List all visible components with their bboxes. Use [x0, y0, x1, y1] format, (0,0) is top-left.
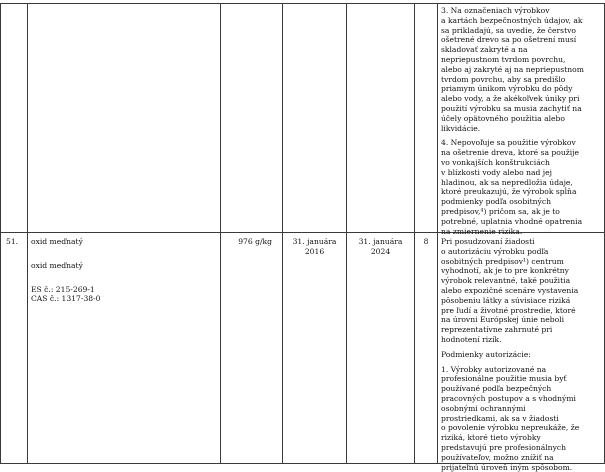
- condition-3-line: 3. Na označeniach výrobkov: [441, 6, 550, 15]
- column-divider-7: [437, 3, 438, 464]
- row-number: 51.: [6, 237, 19, 246]
- condition-3-line: použití výrobku sa musia zachytiť na: [441, 103, 582, 113]
- condition-3-line: priamym únikom výrobku do pôdy: [441, 84, 573, 94]
- es-number: ES č.: 215-269-1: [31, 284, 95, 294]
- condition-3-line: alebo vody, a že akékoľvek úniky pri: [441, 94, 580, 104]
- condition-1-line: o povolenie výrobku nepreukáže, že: [441, 423, 580, 433]
- column-divider-1: [0, 3, 1, 464]
- column-divider-2: [27, 3, 28, 464]
- intro-line: výrobok relevantné, také použitia: [441, 276, 571, 286]
- condition-4-line: 4. Nepovoľuje sa použitie výrobkov: [441, 138, 576, 148]
- condition-4-line: na ošetrenie dreva, ktoré sa použije: [441, 148, 580, 158]
- approval-date-line: 2016: [304, 246, 325, 256]
- condition-1-line: používateľov, možno znížiť na: [441, 452, 554, 462]
- intro-line: osobitných predpisov¹) centrum: [441, 256, 564, 266]
- cas-number: CAS č.: 1317-38-0: [31, 294, 101, 304]
- condition-1-line: predstavujú pre profesionálnych: [441, 442, 566, 452]
- table-top-border: [0, 3, 605, 4]
- condition-4-line: potrebné, uplatnia vhodné opatrenia: [441, 216, 583, 226]
- intro-line: o autorizáciu výrobku podľa: [441, 246, 549, 256]
- condition-1-line: osobnými ochrannými: [441, 403, 526, 413]
- intro-line: pre ľudí a životné prostredie, ktoré: [441, 305, 576, 315]
- conditions-cell: [441, 237, 603, 472]
- expiry-date-line: 2024: [370, 246, 391, 256]
- column-divider-3: [220, 3, 221, 464]
- condition-1-line: riziká, ktoré tieto výrobky: [441, 433, 541, 443]
- condition-4-line: ktoré preukazujú, že výrobok spĺňa: [441, 187, 577, 197]
- purity-value: 976 g/kg: [238, 237, 272, 246]
- intro-line: alebo expozičné scenáre vystavenia: [441, 285, 579, 295]
- expiry-date: [347, 237, 414, 257]
- approval-date-line: 31. januára: [292, 237, 337, 246]
- product-type: 8: [423, 237, 429, 246]
- condition-1-line: prostriedkami, ak sa v žiadosti: [441, 413, 559, 423]
- condition-1-line: 1. Výrobky autorizované na: [441, 364, 547, 374]
- condition-4-line: v blízkosti vody alebo nad jej: [441, 167, 553, 177]
- conditions-cell-continued: [441, 6, 603, 236]
- condition-3-line: alebo aj zakryté aj na nepriepustnom: [441, 64, 584, 74]
- approval-date: [283, 237, 346, 257]
- condition-3-line: a kartách bezpečnostných údajov, ak: [441, 15, 583, 25]
- condition-3-line: nepriepustnom tvrdom povrchu,: [441, 54, 566, 64]
- intro-line: Pri posudzovaní žiadosti: [441, 237, 535, 246]
- condition-3-line: ošetrené drevo sa po ošetrení musí: [441, 35, 577, 45]
- intro-line: vyhodnotí, ak je to pre konkrétny: [441, 266, 569, 276]
- condition-4-line: predpisov,⁴) pričom sa, ak je to: [441, 206, 560, 216]
- intro-line: reprezentatívne zahrnuté pri: [441, 325, 553, 335]
- column-divider-4: [282, 3, 283, 464]
- condition-4-line: na zmiernenie rizika.: [441, 226, 523, 236]
- condition-4-line: hladinou, ak sa nepredložia údaje,: [441, 177, 573, 187]
- intro-line: na úrovni Európskej únie neboli: [441, 315, 564, 325]
- condition-1-line: pracovných postupov a s vhodnými: [441, 393, 576, 403]
- condition-1-line: profesionálne použitie musia byť: [441, 374, 567, 384]
- condition-4-line: vo vonkajších konštrukciách: [441, 157, 550, 167]
- condition-1-line: používané podľa bezpečných: [441, 384, 552, 394]
- condition-3-line: skladovať zakryté a na: [441, 45, 528, 55]
- substance-name: oxid meďnatý: [31, 237, 83, 246]
- condition-4-line: podmienky podľa osobitných: [441, 197, 551, 207]
- column-divider-5: [346, 3, 347, 464]
- condition-1-line: prijateľnú úroveň iným spôsobom.: [441, 462, 573, 472]
- condition-3-line: účely opätovného použitia alebo: [441, 113, 565, 123]
- condition-3-line: tvrdom povrchu, aby sa predišlo: [441, 74, 566, 84]
- intro-line: pôsobeniu látky a súvisiace riziká: [441, 295, 571, 305]
- condition-3-line: likvidácie.: [441, 123, 481, 133]
- column-divider-6: [414, 3, 415, 464]
- expiry-date-line: 31. januára: [358, 237, 403, 246]
- conditions-heading: Podmienky autorizácie:: [441, 349, 531, 359]
- substance-name-cell: [31, 237, 217, 304]
- intro-line: hodnotení rizík.: [441, 334, 502, 344]
- condition-3-line: sa prikladajú, sa uvedie, že čerstvo: [441, 25, 576, 35]
- substance-name-repeat: oxid meďnatý: [31, 260, 83, 270]
